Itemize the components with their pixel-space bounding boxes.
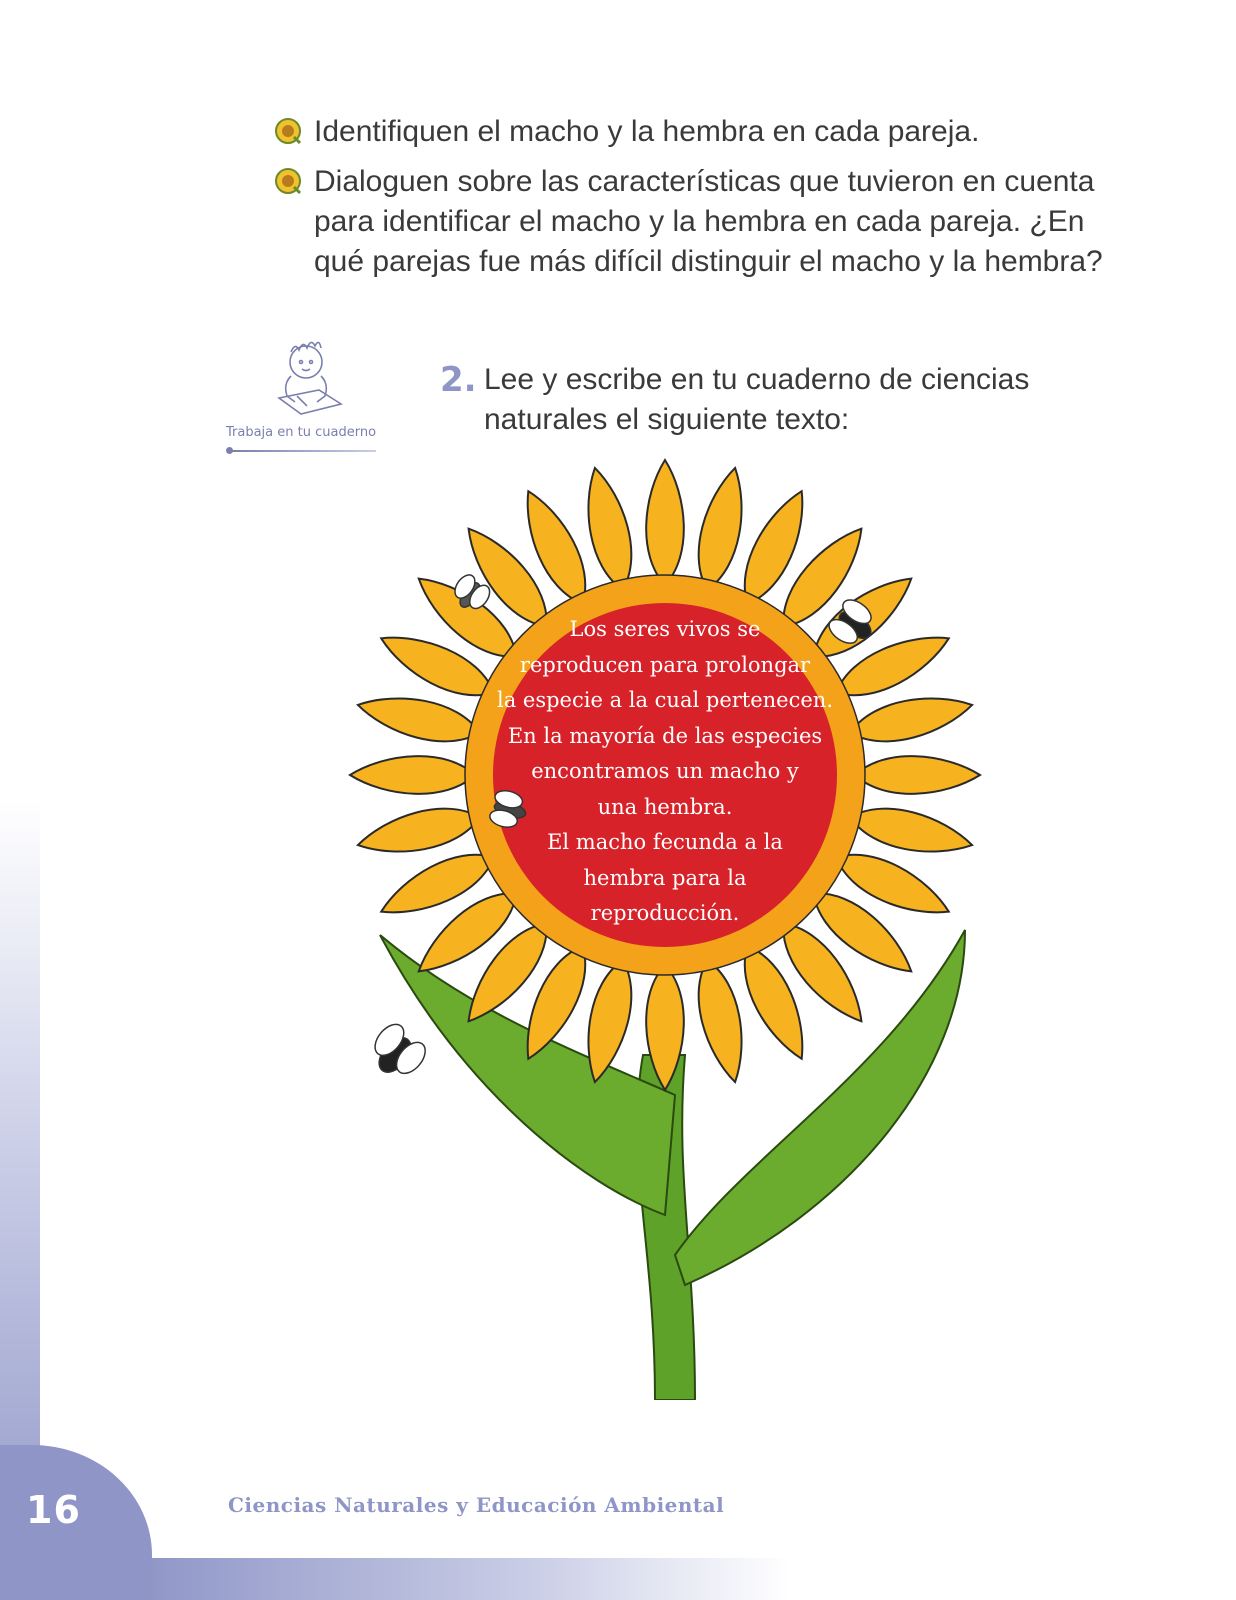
instruction-item <box>274 162 1114 282</box>
footer-title: Ciencias Naturales y Educación Ambiental <box>228 1493 725 1517</box>
petal <box>846 799 976 864</box>
sunflower-bullet-icon <box>274 167 302 195</box>
petal <box>354 799 484 864</box>
center-line: una hembra. <box>597 794 733 819</box>
petal <box>689 956 754 1086</box>
center-line: En la mayoría de las especies <box>507 723 823 748</box>
center-line: encontramos un macho y <box>531 759 799 783</box>
badge-dot <box>226 447 233 454</box>
petal <box>577 464 642 594</box>
work-in-notebook-badge <box>226 340 376 460</box>
badge-underline <box>230 450 376 452</box>
activity-line: naturales el siguiente texto: <box>484 403 850 436</box>
instruction-list <box>274 112 1114 292</box>
center-line: reproducen para prolongar <box>519 652 811 677</box>
petal <box>689 464 754 594</box>
petal <box>646 460 684 585</box>
badge-label: Trabaja en tu cuaderno <box>226 425 377 440</box>
center-line: hembra para la <box>583 865 747 890</box>
petal <box>846 687 976 752</box>
bottom-gradient-band <box>140 1558 790 1600</box>
instruction-text: Dialoguen sobre las características que tuvieron en cuenta para identificar el macho y la hembra en cada pareja. ¿En qué parejas fue más difícil distinguir el macho y la hembra? <box>314 165 1103 278</box>
center-line: Los seres vivos se <box>569 617 761 641</box>
flower-center-text <box>490 612 840 932</box>
center-line: El macho fecunda a la <box>547 830 783 854</box>
center-line: la especie a la cual pertenecen. <box>497 688 833 712</box>
sunflower-bullet-icon <box>274 117 302 145</box>
petal <box>855 756 980 794</box>
petal <box>354 687 484 752</box>
activity-line: Lee y escribe en tu cuaderno de ciencias <box>484 363 1030 396</box>
instruction-item <box>274 112 1114 152</box>
page-number: 16 <box>26 1488 81 1532</box>
instruction-text: Identifiquen el macho y la hembra en cada pareja. <box>314 115 980 148</box>
center-line: reproducción. <box>590 901 740 925</box>
child-writing-icon <box>261 340 351 420</box>
activity-number: 2. <box>440 360 477 400</box>
petal <box>350 756 475 794</box>
activity-2 <box>440 360 1100 440</box>
activity-instruction <box>484 360 1100 440</box>
bee-icon <box>363 1019 431 1086</box>
